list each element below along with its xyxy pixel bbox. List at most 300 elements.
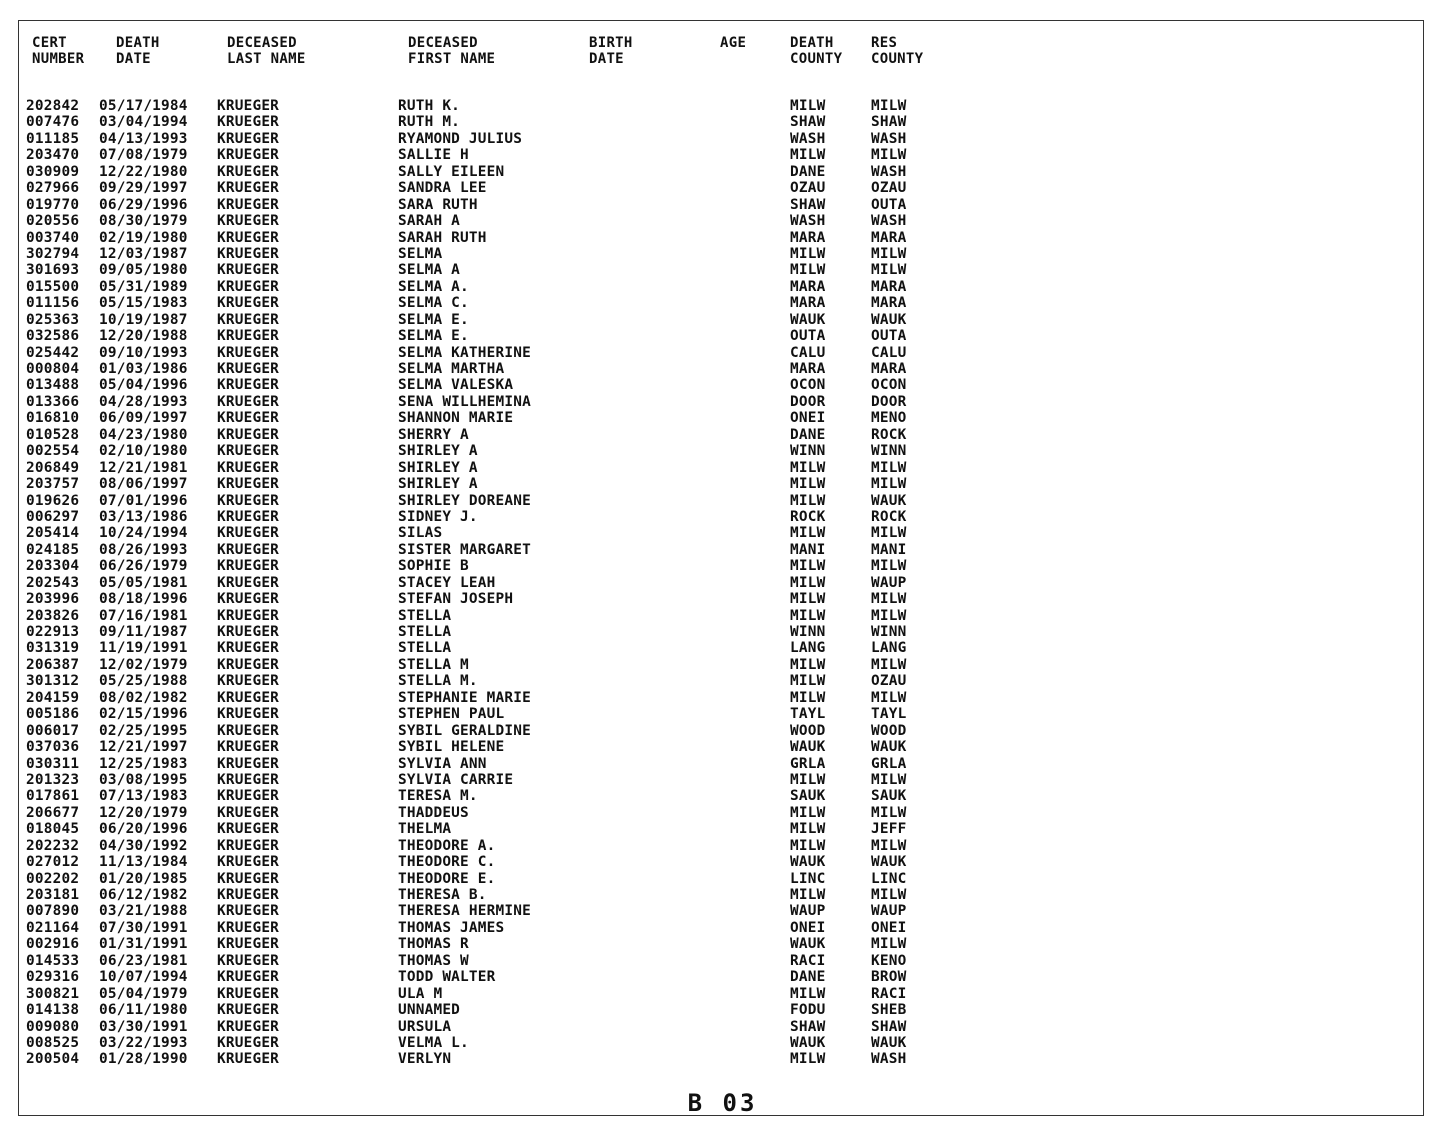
- res-county: SAUK: [871, 788, 907, 805]
- death-date: 05/25/1988: [99, 673, 188, 690]
- cert-number: 006017: [26, 722, 80, 739]
- cert-number: 206849: [26, 459, 80, 476]
- cert-number: 030311: [26, 755, 80, 772]
- res-county: GRLA: [871, 755, 907, 772]
- death-date: 06/23/1981: [99, 952, 188, 969]
- first-name: STEPHEN PAUL: [398, 706, 505, 723]
- last-name: KRUEGER: [217, 262, 280, 279]
- death-county: MILW: [790, 558, 826, 575]
- death-date: 06/29/1996: [99, 196, 188, 213]
- res-county: MARA: [871, 295, 907, 312]
- last-name: KRUEGER: [217, 525, 280, 542]
- death-date: 02/19/1980: [99, 229, 188, 246]
- cert-number: 205414: [26, 525, 80, 542]
- cert-number: 029316: [26, 969, 80, 986]
- death-date: 10/19/1987: [99, 311, 188, 328]
- cert-number: 010528: [26, 426, 80, 443]
- cert-number: 002916: [26, 936, 80, 953]
- death-county: OUTA: [790, 328, 826, 345]
- last-name: KRUEGER: [217, 492, 280, 509]
- death-county: MARA: [790, 361, 826, 377]
- cert-number: 202232: [26, 837, 80, 854]
- last-name: KRUEGER: [217, 558, 280, 575]
- last-name: KRUEGER: [217, 1002, 280, 1019]
- res-county: WASH: [871, 130, 907, 147]
- last-name: KRUEGER: [217, 213, 280, 230]
- death-date: 04/23/1980: [99, 426, 188, 443]
- death-county: DANE: [790, 969, 826, 986]
- cert-number: 206677: [26, 804, 80, 821]
- cert-number: 000804: [26, 361, 80, 377]
- death-county: WASH: [790, 130, 826, 147]
- death-date: 03/13/1986: [99, 508, 188, 525]
- first-name: SYLVIA ANN: [398, 755, 487, 772]
- cert-number: 206387: [26, 656, 80, 673]
- res-county: MILW: [871, 591, 907, 608]
- cert-number: 024185: [26, 541, 80, 558]
- death-county: MILW: [790, 525, 826, 542]
- res-county: MILW: [871, 245, 907, 262]
- res-county: OZAU: [871, 673, 907, 690]
- first-name: VERLYN: [398, 1051, 452, 1068]
- death-county: DANE: [790, 426, 826, 443]
- first-name: SELMA A: [398, 262, 461, 279]
- death-date: 08/30/1979: [99, 213, 188, 230]
- death-date: 08/02/1982: [99, 689, 188, 706]
- cert-number: 013488: [26, 377, 80, 394]
- res-county: WASH: [871, 213, 907, 230]
- res-county: WOOD: [871, 722, 907, 739]
- res-county: MILW: [871, 887, 907, 903]
- cert-number: 007890: [26, 903, 80, 920]
- res-county: OZAU: [871, 180, 907, 197]
- first-name: SENA WILLHEMINA: [398, 393, 531, 410]
- last-name: KRUEGER: [217, 443, 280, 460]
- cert-number: 031319: [26, 640, 80, 657]
- death-date: 10/07/1994: [99, 969, 188, 986]
- death-county: CALU: [790, 344, 826, 361]
- cert-number: 301693: [26, 262, 80, 279]
- first-name: UNNAMED: [398, 1002, 461, 1019]
- first-name: RUTH M.: [398, 114, 461, 131]
- first-name: SARAH RUTH: [398, 229, 487, 246]
- death-county: MARA: [790, 295, 826, 312]
- cert-number: 007476: [26, 114, 80, 131]
- death-date: 12/21/1981: [99, 459, 188, 476]
- cert-number: 021164: [26, 919, 80, 936]
- death-county: MANI: [790, 541, 826, 558]
- first-name: SANDRA LEE: [398, 180, 487, 197]
- death-date: 08/18/1996: [99, 591, 188, 608]
- first-name: SALLY EILEEN: [398, 163, 505, 180]
- cert-number: 200504: [26, 1051, 80, 1068]
- death-county: SHAW: [790, 114, 826, 131]
- res-county: SHAW: [871, 114, 907, 131]
- res-county: MILW: [871, 525, 907, 542]
- last-name: KRUEGER: [217, 311, 280, 328]
- death-county: LANG: [790, 640, 826, 657]
- first-name: SARA RUTH: [398, 196, 478, 213]
- death-date: 05/15/1983: [99, 295, 188, 312]
- cert-number: 203470: [26, 147, 80, 164]
- res-county: WASH: [871, 1051, 907, 1068]
- last-name: KRUEGER: [217, 361, 280, 377]
- res-county: LANG: [871, 640, 907, 657]
- death-county: MILW: [790, 245, 826, 262]
- death-date: 04/28/1993: [99, 393, 188, 410]
- cert-number: 011156: [26, 295, 80, 312]
- death-county: MILW: [790, 985, 826, 1002]
- last-name: KRUEGER: [217, 393, 280, 410]
- death-county: MARA: [790, 278, 826, 295]
- header-first-name: DECEASED FIRST NAME: [408, 35, 496, 67]
- death-county: WOOD: [790, 722, 826, 739]
- last-name: KRUEGER: [217, 508, 280, 525]
- death-county: WAUK: [790, 1034, 826, 1051]
- first-name: SILAS: [398, 525, 443, 542]
- death-date: 07/08/1979: [99, 147, 188, 164]
- res-county: MILW: [871, 147, 907, 164]
- first-name: STELLA: [398, 640, 452, 657]
- death-date: 12/20/1988: [99, 328, 188, 345]
- cert-number: 014533: [26, 952, 80, 969]
- first-name: SHIRLEY A: [398, 443, 478, 460]
- first-name: THOMAS JAMES: [398, 919, 505, 936]
- res-county: ROCK: [871, 426, 907, 443]
- header-birth-date: BIRTH DATE: [589, 35, 633, 67]
- first-name: RYAMOND JULIUS: [398, 130, 523, 147]
- first-name: SHIRLEY DOREANE: [398, 492, 531, 509]
- first-name: SELMA MARTHA: [398, 361, 505, 377]
- header-last-name: DECEASED LAST NAME: [227, 35, 306, 67]
- death-county: MILW: [790, 656, 826, 673]
- death-county: MILW: [790, 591, 826, 608]
- death-date: 09/05/1980: [99, 262, 188, 279]
- header-age: AGE: [720, 35, 747, 51]
- cert-number: 204159: [26, 689, 80, 706]
- death-county: DOOR: [790, 393, 826, 410]
- first-name: SHERRY A: [398, 426, 469, 443]
- death-county: MILW: [790, 492, 826, 509]
- first-name: STELLA M.: [398, 673, 478, 690]
- death-county: SHAW: [790, 1018, 826, 1035]
- last-name: KRUEGER: [217, 771, 280, 788]
- death-county: MILW: [790, 804, 826, 821]
- death-county: WINN: [790, 624, 826, 640]
- res-county: BROW: [871, 969, 907, 986]
- res-county: OUTA: [871, 196, 907, 213]
- death-county: LINC: [790, 870, 826, 887]
- res-county: MARA: [871, 278, 907, 295]
- death-county: MILW: [790, 673, 826, 690]
- first-name: THERESA B.: [398, 887, 487, 903]
- first-name: SELMA E.: [398, 311, 469, 328]
- last-name: KRUEGER: [217, 985, 280, 1002]
- cert-number: 013366: [26, 393, 80, 410]
- first-name: THERESA HERMINE: [398, 903, 531, 920]
- last-name: KRUEGER: [217, 1018, 280, 1035]
- cert-number: 009080: [26, 1018, 80, 1035]
- last-name: KRUEGER: [217, 804, 280, 821]
- death-date: 01/20/1985: [99, 870, 188, 887]
- res-county: MILW: [871, 607, 907, 624]
- death-date: 07/01/1996: [99, 492, 188, 509]
- death-date: 12/22/1980: [99, 163, 188, 180]
- cert-number: 020556: [26, 213, 80, 230]
- cert-number: 005186: [26, 706, 80, 723]
- last-name: KRUEGER: [217, 607, 280, 624]
- res-county: SHEB: [871, 1002, 907, 1019]
- res-county: WAUK: [871, 311, 907, 328]
- last-name: KRUEGER: [217, 344, 280, 361]
- last-name: KRUEGER: [217, 952, 280, 969]
- last-name: KRUEGER: [217, 689, 280, 706]
- res-county: WAUP: [871, 574, 907, 591]
- cert-number: 301312: [26, 673, 80, 690]
- res-county: MILW: [871, 837, 907, 854]
- first-name: THEODORE C.: [398, 854, 496, 871]
- res-county: WINN: [871, 624, 907, 640]
- first-name: SOPHIE B: [398, 558, 469, 575]
- first-name: STEFAN JOSEPH: [398, 591, 514, 608]
- death-date: 06/26/1979: [99, 558, 188, 575]
- death-county: SHAW: [790, 196, 826, 213]
- last-name: KRUEGER: [217, 591, 280, 608]
- cert-number: 008525: [26, 1034, 80, 1051]
- death-county: WAUK: [790, 739, 826, 756]
- last-name: KRUEGER: [217, 410, 280, 427]
- last-name: KRUEGER: [217, 114, 280, 131]
- death-date: 11/13/1984: [99, 854, 188, 871]
- last-name: KRUEGER: [217, 229, 280, 246]
- cert-number: 302794: [26, 245, 80, 262]
- last-name: KRUEGER: [217, 1051, 280, 1068]
- cert-number: 025363: [26, 311, 80, 328]
- death-date: 06/11/1980: [99, 1002, 188, 1019]
- death-date: 03/04/1994: [99, 114, 188, 131]
- death-county: WAUK: [790, 311, 826, 328]
- res-county: MARA: [871, 229, 907, 246]
- last-name: KRUEGER: [217, 541, 280, 558]
- death-county: RACI: [790, 952, 826, 969]
- last-name: KRUEGER: [217, 969, 280, 986]
- first-name: THADDEUS: [398, 804, 469, 821]
- last-name: KRUEGER: [217, 163, 280, 180]
- res-county: MILW: [871, 262, 907, 279]
- death-date: 05/31/1989: [99, 278, 188, 295]
- cert-number: 002202: [26, 870, 80, 887]
- first-name: SELMA KATHERINE: [398, 344, 531, 361]
- death-county: MILW: [790, 98, 826, 114]
- last-name: KRUEGER: [217, 426, 280, 443]
- death-date: 07/30/1991: [99, 919, 188, 936]
- death-date: 03/22/1993: [99, 1034, 188, 1051]
- death-date: 07/13/1983: [99, 788, 188, 805]
- last-name: KRUEGER: [217, 476, 280, 493]
- first-name: THOMAS W: [398, 952, 469, 969]
- death-county: GRLA: [790, 755, 826, 772]
- cert-number: 025442: [26, 344, 80, 361]
- res-county: MENO: [871, 410, 907, 427]
- first-name: SARAH A: [398, 213, 461, 230]
- last-name: KRUEGER: [217, 245, 280, 262]
- cert-number: 016810: [26, 410, 80, 427]
- cert-number: 203181: [26, 887, 80, 903]
- res-county: RACI: [871, 985, 907, 1002]
- death-date: 04/30/1992: [99, 837, 188, 854]
- first-name: SYLVIA CARRIE: [398, 771, 514, 788]
- res-county: JEFF: [871, 821, 907, 838]
- cert-number: 022913: [26, 624, 80, 640]
- res-county: OUTA: [871, 328, 907, 345]
- first-name: THEODORE E.: [398, 870, 496, 887]
- res-county: KENO: [871, 952, 907, 969]
- death-date: 08/06/1997: [99, 476, 188, 493]
- death-county: WAUK: [790, 854, 826, 871]
- last-name: KRUEGER: [217, 459, 280, 476]
- first-name: SELMA C.: [398, 295, 469, 312]
- res-county: MILW: [871, 476, 907, 493]
- death-date: 05/04/1979: [99, 985, 188, 1002]
- res-county: OCON: [871, 377, 907, 394]
- cert-number: 032586: [26, 328, 80, 345]
- first-name: SIDNEY J.: [398, 508, 478, 525]
- death-date: 02/15/1996: [99, 706, 188, 723]
- death-county: WAUK: [790, 936, 826, 953]
- last-name: KRUEGER: [217, 706, 280, 723]
- death-date: 09/11/1987: [99, 624, 188, 640]
- first-name: STACEY LEAH: [398, 574, 496, 591]
- first-name: SALLIE H: [398, 147, 469, 164]
- first-name: SHANNON MARIE: [398, 410, 514, 427]
- last-name: KRUEGER: [217, 98, 280, 114]
- res-county: MILW: [871, 558, 907, 575]
- res-county: SHAW: [871, 1018, 907, 1035]
- death-county: MILW: [790, 574, 826, 591]
- cert-number: 201323: [26, 771, 80, 788]
- death-county: ROCK: [790, 508, 826, 525]
- last-name: KRUEGER: [217, 870, 280, 887]
- death-date: 07/16/1981: [99, 607, 188, 624]
- page-code: B 03: [687, 1089, 758, 1117]
- death-date: 10/24/1994: [99, 525, 188, 542]
- first-name: STELLA M: [398, 656, 469, 673]
- last-name: KRUEGER: [217, 903, 280, 920]
- death-county: WAUP: [790, 903, 826, 920]
- cert-number: 027012: [26, 854, 80, 871]
- last-name: KRUEGER: [217, 377, 280, 394]
- first-name: SELMA VALESKA: [398, 377, 514, 394]
- cert-number: 203304: [26, 558, 80, 575]
- cert-number: 030909: [26, 163, 80, 180]
- header-death-county: DEATH COUNTY: [790, 35, 843, 67]
- first-name: URSULA: [398, 1018, 452, 1035]
- cert-number: 203757: [26, 476, 80, 493]
- header-death-date: DEATH DATE: [116, 35, 160, 67]
- death-county: MILW: [790, 607, 826, 624]
- last-name: KRUEGER: [217, 837, 280, 854]
- last-name: KRUEGER: [217, 1034, 280, 1051]
- first-name: TERESA M.: [398, 788, 478, 805]
- death-date: 03/30/1991: [99, 1018, 188, 1035]
- cert-number: 202842: [26, 98, 80, 114]
- death-county: MILW: [790, 837, 826, 854]
- res-county: WAUK: [871, 854, 907, 871]
- res-county: MANI: [871, 541, 907, 558]
- last-name: KRUEGER: [217, 656, 280, 673]
- cert-number: 027966: [26, 180, 80, 197]
- first-name: SYBIL GERALDINE: [398, 722, 531, 739]
- death-county: MILW: [790, 262, 826, 279]
- death-date: 11/19/1991: [99, 640, 188, 657]
- death-date: 01/28/1990: [99, 1051, 188, 1068]
- death-date: 04/13/1993: [99, 130, 188, 147]
- res-county: ROCK: [871, 508, 907, 525]
- last-name: KRUEGER: [217, 130, 280, 147]
- death-county: TAYL: [790, 706, 826, 723]
- death-county: MILW: [790, 821, 826, 838]
- cert-number: 017861: [26, 788, 80, 805]
- cert-number: 002554: [26, 443, 80, 460]
- death-date: 09/10/1993: [99, 344, 188, 361]
- last-name: KRUEGER: [217, 295, 280, 312]
- res-county: WAUK: [871, 1034, 907, 1051]
- death-county: ONEI: [790, 919, 826, 936]
- first-name: SHIRLEY A: [398, 476, 478, 493]
- death-county: DANE: [790, 163, 826, 180]
- last-name: KRUEGER: [217, 196, 280, 213]
- res-county: WAUP: [871, 903, 907, 920]
- res-county: LINC: [871, 870, 907, 887]
- first-name: SHIRLEY A: [398, 459, 478, 476]
- first-name: RUTH K.: [398, 98, 461, 114]
- last-name: KRUEGER: [217, 854, 280, 871]
- last-name: KRUEGER: [217, 788, 280, 805]
- res-county: MARA: [871, 361, 907, 377]
- cert-number: 019626: [26, 492, 80, 509]
- death-county: MILW: [790, 459, 826, 476]
- death-date: 06/12/1982: [99, 887, 188, 903]
- first-name: SYBIL HELENE: [398, 739, 505, 756]
- death-county: MILW: [790, 689, 826, 706]
- last-name: KRUEGER: [217, 936, 280, 953]
- death-date: 01/03/1986: [99, 361, 188, 377]
- death-date: 01/31/1991: [99, 936, 188, 953]
- res-county: WAUK: [871, 492, 907, 509]
- death-county: WASH: [790, 213, 826, 230]
- first-name: THEODORE A.: [398, 837, 496, 854]
- last-name: KRUEGER: [217, 739, 280, 756]
- death-date: 08/26/1993: [99, 541, 188, 558]
- cert-number: 300821: [26, 985, 80, 1002]
- death-date: 05/05/1981: [99, 574, 188, 591]
- res-county: MILW: [871, 656, 907, 673]
- res-county: WASH: [871, 163, 907, 180]
- res-county: WINN: [871, 443, 907, 460]
- cert-number: 006297: [26, 508, 80, 525]
- death-county: OCON: [790, 377, 826, 394]
- death-county: SAUK: [790, 788, 826, 805]
- death-date: 02/10/1980: [99, 443, 188, 460]
- first-name: THELMA: [398, 821, 452, 838]
- death-date: 05/17/1984: [99, 98, 188, 114]
- death-county: WINN: [790, 443, 826, 460]
- res-county: MILW: [871, 98, 907, 114]
- death-county: OZAU: [790, 180, 826, 197]
- last-name: KRUEGER: [217, 821, 280, 838]
- cert-number: 037036: [26, 739, 80, 756]
- first-name: SELMA E.: [398, 328, 469, 345]
